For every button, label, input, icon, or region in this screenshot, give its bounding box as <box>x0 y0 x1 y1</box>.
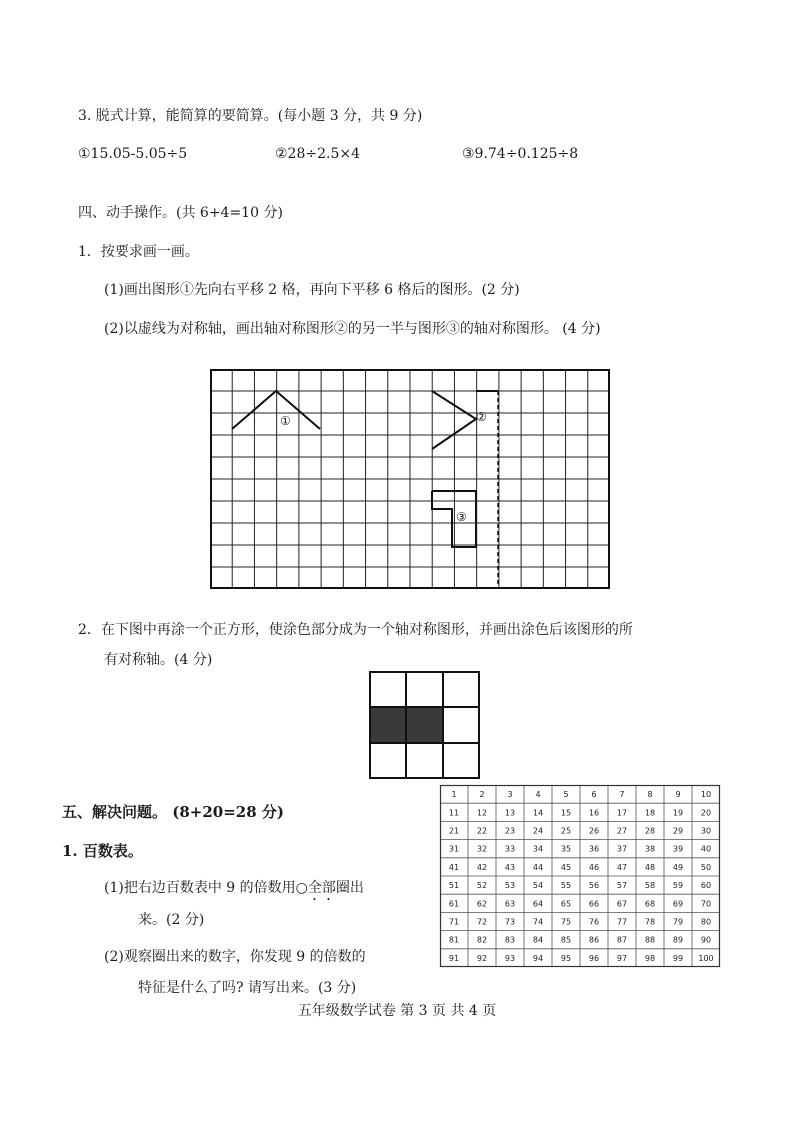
hundred-chart-cell[interactable]: 54 <box>532 881 544 891</box>
hundred-chart-cell[interactable]: 77 <box>616 917 628 927</box>
shaded-cell-2 <box>406 707 443 743</box>
hundred-chart-cell[interactable]: 11 <box>448 808 460 818</box>
hundred-chart-cell[interactable]: 31 <box>448 844 460 854</box>
hundred-chart-cell[interactable]: 28 <box>644 826 656 836</box>
label-1: ① <box>280 414 291 428</box>
section5-q1-title: 1. 百数表。 <box>62 842 143 860</box>
hundred-chart-cell[interactable]: 59 <box>672 881 684 891</box>
hundred-chart-cell[interactable]: 57 <box>616 881 628 891</box>
problem-1: ①15.05-5.05÷5 <box>78 146 188 162</box>
hundred-chart-cell[interactable]: 70 <box>700 899 712 909</box>
hundred-chart-cell[interactable]: 24 <box>532 826 544 836</box>
hundred-chart-cell[interactable]: 67 <box>616 899 628 909</box>
hundred-chart-cell[interactable]: 48 <box>644 862 656 872</box>
s5-part1-emph: 全部 <box>307 880 336 896</box>
q1-part1: (1)画出图形①先向右平移 2 格，再向下平移 6 格后的图形。(2 分) <box>104 282 520 298</box>
hundred-chart-cell[interactable]: 53 <box>504 881 516 891</box>
hundred-chart-cell[interactable]: 82 <box>476 935 488 945</box>
hundred-chart-cell[interactable]: 14 <box>532 808 544 818</box>
hundred-chart-cell[interactable]: 50 <box>700 862 712 872</box>
problem-3: ③9.74÷0.125÷8 <box>462 146 579 162</box>
hundred-chart-cell[interactable]: 23 <box>504 826 516 836</box>
hundred-chart-cell[interactable]: 86 <box>588 935 600 945</box>
hundred-chart-cell[interactable]: 79 <box>672 917 684 927</box>
hundred-chart-cell[interactable]: 21 <box>448 826 460 836</box>
section4-title: 四、动手操作。(共 6+4=10 分) <box>78 205 283 221</box>
hundred-chart-cell[interactable]: 7 <box>619 790 625 800</box>
hundred-chart[interactable] <box>440 785 720 967</box>
q2-line2: 有对称轴。(4 分) <box>104 652 213 668</box>
hundred-chart-cell[interactable]: 78 <box>644 917 656 927</box>
hundred-chart-cell[interactable]: 13 <box>504 808 516 818</box>
hundred-chart-cell[interactable]: 96 <box>588 953 600 963</box>
label-3: ③ <box>456 510 467 524</box>
hundred-chart-cell[interactable]: 52 <box>476 881 488 891</box>
hundred-chart-cell[interactable]: 15 <box>560 808 572 818</box>
section5-title: 五、解决问题。 (8+20=28 分) <box>62 803 284 821</box>
hundred-chart-cell[interactable]: 30 <box>700 826 712 836</box>
page-footer: 五年级数学试卷 第 3 页 共 4 页 <box>297 1003 497 1019</box>
hundred-chart-cell[interactable]: 1 <box>451 790 457 800</box>
hundred-chart-cell[interactable]: 4 <box>535 790 541 800</box>
hundred-chart-cell[interactable]: 99 <box>672 953 684 963</box>
q1-part2: (2)以虚线为对称轴，画出轴对称图形②的另一半与图形③的轴对称图形。 (4 分) <box>104 321 601 337</box>
hundred-chart-cell[interactable]: 32 <box>476 844 488 854</box>
s5-part2-line1: (2)观察圈出来的数字，你发现 9 的倍数的 <box>104 949 366 965</box>
hundred-chart-cell[interactable]: 89 <box>672 935 684 945</box>
shape-1 <box>232 391 320 429</box>
hundred-chart-cell[interactable]: 5 <box>563 790 569 800</box>
hundred-chart-cell[interactable]: 74 <box>532 917 544 927</box>
s5-part2-line2: 特征是什么了吗? 请写出来。(3 分) <box>138 980 357 996</box>
hundred-chart-cell[interactable]: 75 <box>560 917 572 927</box>
hundred-chart-cell[interactable]: 40 <box>700 844 712 854</box>
hundred-chart-cell[interactable]: 80 <box>700 917 712 927</box>
hundred-chart-cell[interactable]: 73 <box>504 917 516 927</box>
hundred-chart-cell[interactable]: 55 <box>560 881 572 891</box>
hundred-chart-cell[interactable]: 92 <box>476 953 488 963</box>
hundred-chart-cell[interactable]: 76 <box>588 917 600 927</box>
hundred-chart-cell[interactable]: 36 <box>588 844 600 854</box>
hundred-chart-cell[interactable]: 68 <box>644 899 656 909</box>
hundred-chart-cell[interactable]: 95 <box>560 953 572 963</box>
hundred-chart-cell[interactable]: 56 <box>588 881 600 891</box>
hundred-chart-cell[interactable]: 16 <box>588 808 600 818</box>
hundred-chart-cell[interactable]: 22 <box>476 826 488 836</box>
s5-part1-b: 圈出 <box>335 880 364 896</box>
hundred-chart-cell[interactable]: 33 <box>504 844 516 854</box>
hundred-chart-cell[interactable]: 69 <box>672 899 684 909</box>
hundred-chart-cell[interactable]: 49 <box>672 862 684 872</box>
hundred-chart-cell[interactable]: 58 <box>644 881 656 891</box>
hundred-chart-cell[interactable]: 20 <box>700 808 712 818</box>
hundred-chart-cell[interactable]: 39 <box>672 844 684 854</box>
hundred-chart-cell[interactable]: 60 <box>700 881 712 891</box>
hundred-chart-cell[interactable]: 97 <box>616 953 628 963</box>
hundred-chart-cell[interactable]: 83 <box>504 935 516 945</box>
hundred-chart-cell[interactable]: 37 <box>616 844 628 854</box>
hundred-chart-cell[interactable]: 35 <box>560 844 572 854</box>
hundred-chart-cell[interactable]: 66 <box>588 899 600 909</box>
hundred-chart-cell[interactable]: 42 <box>476 862 488 872</box>
hundred-chart-cell[interactable]: 45 <box>560 862 572 872</box>
hundred-chart-cell[interactable]: 3 <box>507 790 513 800</box>
transformation-grid[interactable] <box>210 369 610 589</box>
hundred-chart-cell[interactable]: 61 <box>448 899 460 909</box>
hundred-chart-cell[interactable]: 2 <box>479 790 485 800</box>
hundred-chart-cell[interactable]: 65 <box>560 899 572 909</box>
hundred-chart-cell[interactable]: 88 <box>644 935 656 945</box>
s5-part1-line2: 来。(2 分) <box>138 912 205 928</box>
q1-title: 1．按要求画一画。 <box>78 244 199 260</box>
hundred-chart-cell[interactable]: 71 <box>448 917 460 927</box>
hundred-chart-cell[interactable]: 25 <box>560 826 572 836</box>
hundred-chart-cell[interactable]: 84 <box>532 935 544 945</box>
hundred-chart-cell[interactable]: 34 <box>532 844 544 854</box>
section3-title: 3. 脱式计算，能简算的要简算。(每小题 3 分，共 9 分) <box>78 108 423 124</box>
hundred-chart-cell[interactable]: 26 <box>588 826 600 836</box>
hundred-chart-cell[interactable]: 10 <box>700 790 712 800</box>
s5-part1-a: (1)把右边百数表中 9 的倍数用○ <box>104 880 308 896</box>
hundred-chart-cell[interactable]: 90 <box>700 935 712 945</box>
hundred-chart-cell[interactable]: 9 <box>675 790 681 800</box>
hundred-chart-cell[interactable]: 41 <box>448 862 460 872</box>
hundred-chart-cell[interactable]: 19 <box>672 808 684 818</box>
hundred-chart-cell[interactable]: 94 <box>532 953 544 963</box>
hundred-chart-cell[interactable]: 81 <box>448 935 460 945</box>
hundred-chart-cell[interactable]: 87 <box>616 935 628 945</box>
hundred-chart-cell[interactable]: 63 <box>504 899 516 909</box>
square-grid[interactable] <box>369 671 480 779</box>
shaded-cell-1 <box>369 707 406 743</box>
hundred-chart-cell[interactable]: 93 <box>504 953 516 963</box>
hundred-chart-cell[interactable]: 85 <box>560 935 572 945</box>
hundred-chart-cell[interactable]: 91 <box>448 953 460 963</box>
hundred-chart-cell[interactable]: 98 <box>644 953 656 963</box>
hundred-chart-cell[interactable]: 62 <box>476 899 488 909</box>
hundred-chart-cell[interactable]: 46 <box>588 862 600 872</box>
label-2: ② <box>476 410 487 424</box>
hundred-chart-cell[interactable]: 51 <box>448 881 460 891</box>
hundred-chart-cell[interactable]: 8 <box>647 790 653 800</box>
hundred-chart-cell[interactable]: 64 <box>532 899 544 909</box>
hundred-chart-cell[interactable]: 29 <box>672 826 684 836</box>
problem-2: ②28÷2.5×4 <box>275 146 360 162</box>
hundred-chart-cell[interactable]: 27 <box>616 826 628 836</box>
hundred-chart-cell[interactable]: 47 <box>616 862 628 872</box>
hundred-chart-cell[interactable]: 38 <box>644 844 656 854</box>
hundred-chart-cell[interactable]: 100 <box>698 953 714 963</box>
hundred-chart-cell[interactable]: 18 <box>644 808 656 818</box>
s5-part1-line1 <box>104 879 364 904</box>
q2-line1: 2．在下图中再涂一个正方形，使涂色部分成为一个轴对称图形，并画出涂色后该图形的所 <box>78 622 633 638</box>
hundred-chart-cell[interactable]: 72 <box>476 917 488 927</box>
hundred-chart-cell[interactable]: 43 <box>504 862 516 872</box>
hundred-chart-cell[interactable]: 17 <box>616 808 628 818</box>
hundred-chart-cell[interactable]: 6 <box>591 790 597 800</box>
hundred-chart-cell[interactable]: 12 <box>476 808 488 818</box>
hundred-chart-cell[interactable]: 44 <box>532 862 544 872</box>
